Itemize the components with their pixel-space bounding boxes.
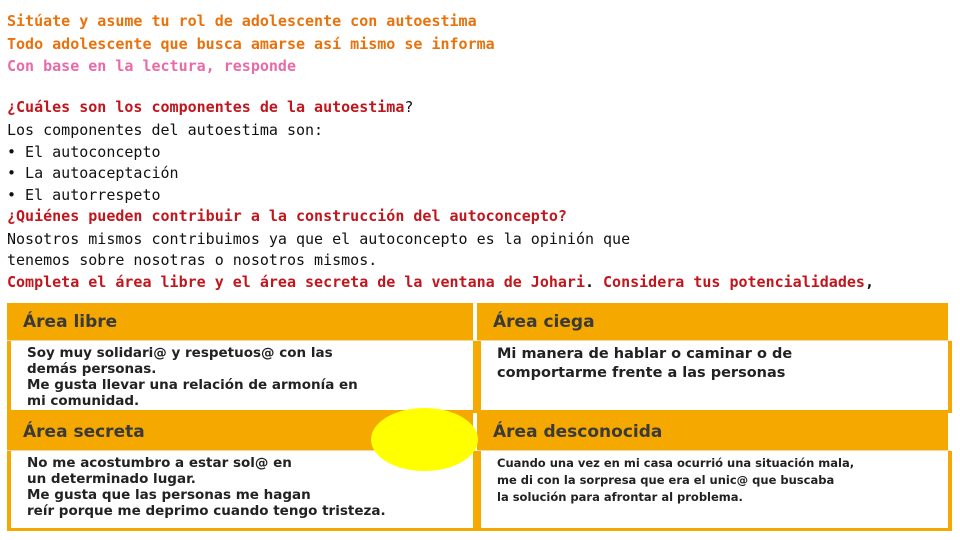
question-1-mark: ? [404, 98, 414, 116]
area-secreta-header: Área secreta [7, 413, 477, 451]
area-desconocida-content [477, 451, 952, 531]
question-1 [7, 97, 413, 118]
area-libre-text: Soy muy solidari@ y respetuos@ con las demás personas. Me gusta llevar una relación de armonía en mi comunidad. [27, 345, 358, 409]
answer-1-intro: Los componentes del autoestima son: [7, 121, 324, 139]
area-libre-header: Área libre [7, 303, 477, 341]
instruction-part-2: Considera tus potencialidades [594, 273, 865, 291]
intro-line-2: Todo adolescente que busca amarse así mismo se informa [7, 35, 495, 53]
question-2: ¿Quiénes pueden contribuir a la construcción del autoconcepto? [7, 207, 567, 225]
area-ciega-header: Área ciega [477, 303, 952, 341]
area-desconocida-text: Cuando una vez en mi casa ocurrió una situación mala, me di con la sorpresa que era el unic@ que buscaba la solución para afrontar al problema. [497, 456, 855, 504]
intro-line-1: Sitúate y asume tu rol de adolescente con autoestima [7, 12, 477, 30]
question-1-text: ¿Cuáles son los componentes de la autoestima [7, 98, 405, 116]
instruction [7, 272, 874, 293]
instruction-part-1: Completa el área libre y el área secreta de la ventana de Johari [7, 273, 585, 291]
area-desconocida-header: Área desconocida [477, 413, 952, 451]
answer-1-item: • El autorrespeto [7, 186, 161, 204]
instruction-dot: . [584, 273, 594, 291]
intro-line-3: Con base en la lectura, responde [7, 57, 296, 75]
area-ciega-text: Mi manera de hablar o caminar o de comportarme frente a las personas [497, 346, 793, 381]
answer-1-item: • La autoaceptación [7, 164, 179, 182]
yellow-highlight-blob [371, 408, 478, 471]
area-ciega-content [477, 341, 952, 413]
instruction-comma: , [864, 273, 874, 291]
answer-2-line-2: tenemos sobre nosotras o nosotros mismos. [7, 251, 378, 269]
area-secreta-text: No me acostumbro a estar sol@ en un determinado lugar. Me gusta que las personas me hagan reír porque me deprimo cuando tengo tristeza. [27, 455, 386, 519]
area-libre-content [7, 341, 477, 413]
answer-1-item: • El autoconcepto [7, 143, 161, 161]
johari-window [7, 303, 952, 531]
answer-2-line-1: Nosotros mismos contribuimos ya que el autoconcepto es la opinión que [7, 230, 631, 248]
